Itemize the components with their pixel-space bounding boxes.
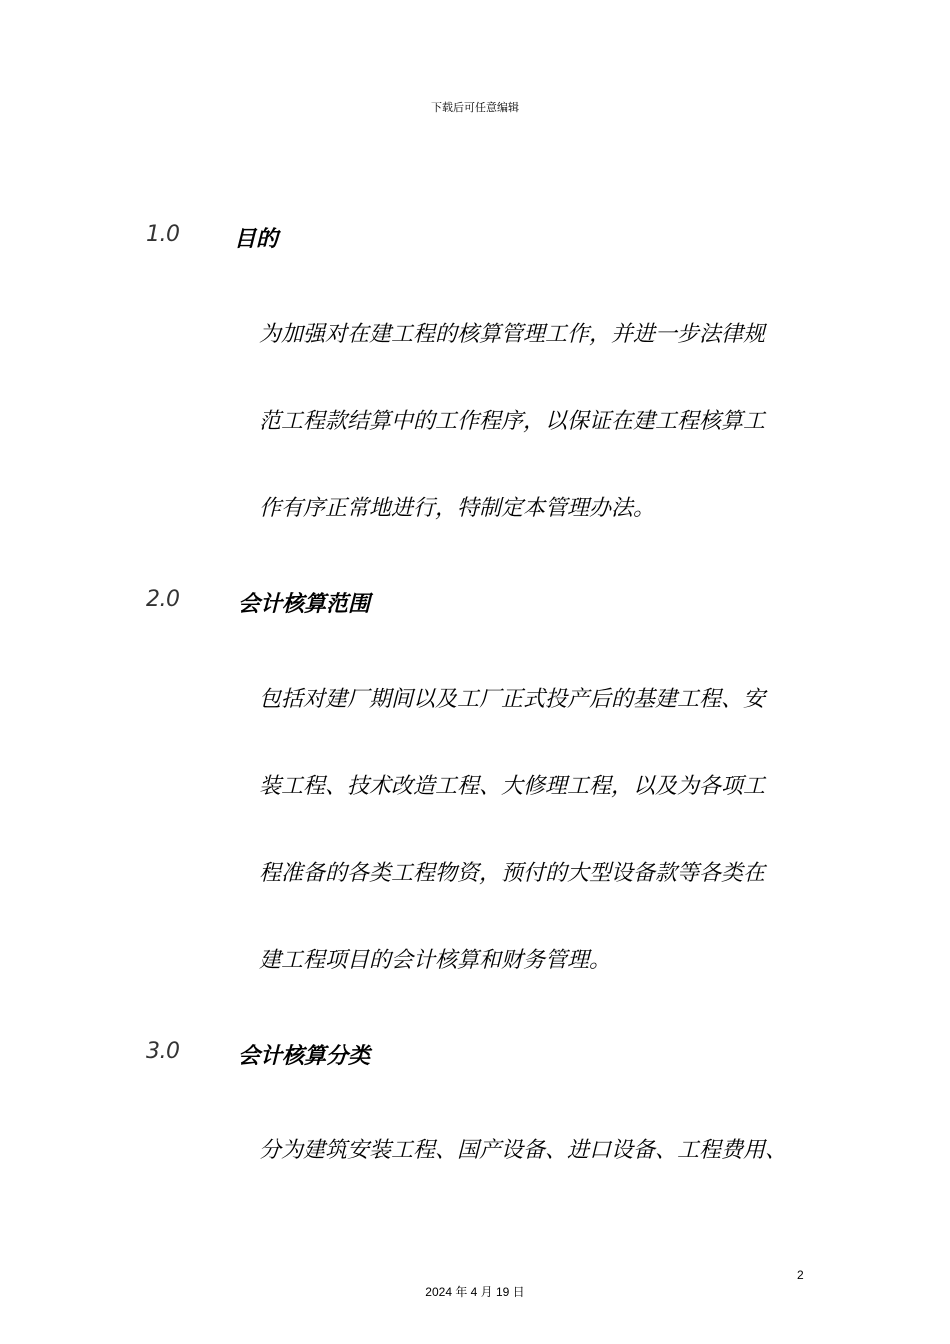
- paragraph-line: 作有序正常地进行，特制定本管理办法。: [259, 496, 656, 521]
- section-title: 会计核算分类: [238, 1044, 371, 1069]
- footer-date: 2024 年 4 月 19 日: [425, 1285, 525, 1299]
- paragraph-line: 包括对建厂期间以及工厂正式投产后的基建工程、安: [259, 687, 766, 712]
- section-number: 2.0: [146, 587, 180, 612]
- paragraph-line: 为加强对在建工程的核算管理工作，并进一步法律规: [259, 322, 766, 347]
- section-number: 1.0: [146, 222, 180, 247]
- paragraph-line: 范工程款结算中的工作程序，以保证在建工程核算工: [259, 409, 766, 434]
- header-note: 下载后可任意编辑: [431, 101, 519, 114]
- section-title: 会计核算范围: [238, 592, 371, 617]
- paragraph-line: 装工程、技术改造工程、大修理工程，以及为各项工: [259, 774, 766, 799]
- page-number: 2: [797, 1268, 804, 1282]
- paragraph-line: 建工程项目的会计核算和财务管理。: [259, 948, 612, 973]
- section-title: 目的: [234, 227, 279, 252]
- section-number: 3.0: [146, 1039, 180, 1064]
- paragraph-line: 程准备的各类工程物资，预付的大型设备款等各类在: [259, 861, 766, 886]
- paragraph-line: 分为建筑安装工程、国产设备、进口设备、工程费用、: [259, 1138, 788, 1163]
